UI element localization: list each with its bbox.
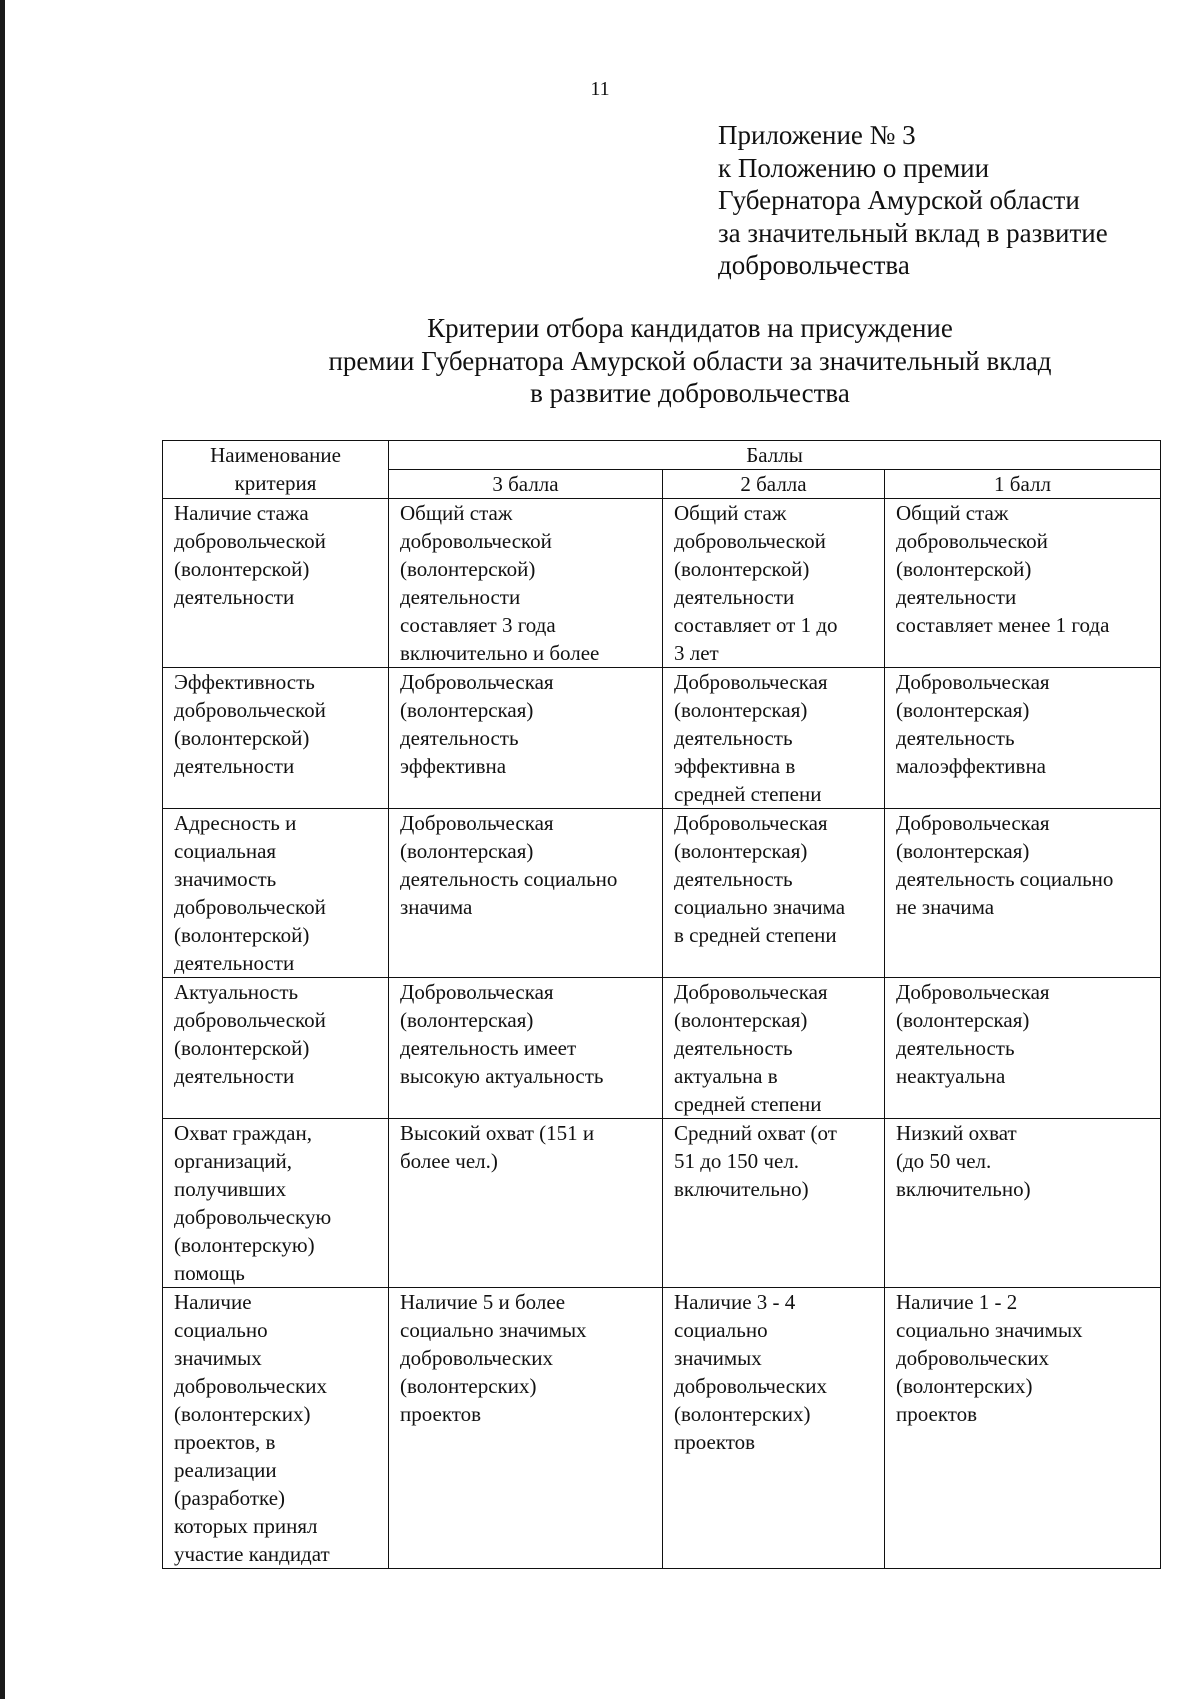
- score-1-cell: Добровольческая (волонтерская) деятельность малоэффективна: [885, 668, 1161, 809]
- score-1-cell: Общий стаж добровольческой (волонтерской) деятельности составляет менее 1 года: [885, 499, 1161, 668]
- score-3-cell: Добровольческая (волонтерская) деятельность имеет высокую актуальность: [389, 978, 663, 1119]
- score-3-cell: Наличие 5 и более социально значимых добровольческих (волонтерских) проектов: [389, 1288, 663, 1569]
- criterion-cell: Актуальность добровольческой (волонтерской) деятельности: [163, 978, 389, 1119]
- title-line: премии Губернатора Амурской области за значительный вклад: [328, 345, 1052, 376]
- score-2-cell: Добровольческая (волонтерская) деятельность эффективна в средней степени: [663, 668, 885, 809]
- score-2-cell: Добровольческая (волонтерская) деятельность актуальна в средней степени: [663, 978, 885, 1119]
- table-row: [163, 499, 1161, 668]
- score-3-cell: Добровольческая (волонтерская) деятельность эффективна: [389, 668, 663, 809]
- score-1-cell: Наличие 1 - 2 социально значимых добровольческих (волонтерских) проектов: [885, 1288, 1161, 1569]
- appendix-line: добровольчества: [718, 250, 910, 280]
- score-1-cell: Добровольческая (волонтерская) деятельность неактуальна: [885, 978, 1161, 1119]
- header-score-1: 1 балл: [885, 470, 1161, 499]
- score-3-cell: Добровольческая (волонтерская) деятельность социально значима: [389, 809, 663, 978]
- score-2-cell: Наличие 3 - 4 социально значимых добровольческих (волонтерских) проектов: [663, 1288, 885, 1569]
- table-row: [163, 978, 1161, 1119]
- page-number: 11: [590, 78, 610, 100]
- criterion-cell: Адресность и социальная значимость добровольческой (волонтерской) деятельности: [163, 809, 389, 978]
- criterion-cell: Наличие социально значимых добровольческих (волонтерских) проектов, в реализации (разработке) которых принял участие кандидат: [163, 1288, 389, 1569]
- scan-edge-border: [0, 0, 5, 1699]
- table-row: [163, 1288, 1161, 1569]
- criterion-cell: Охват граждан, организаций, получивших добровольческую (волонтерскую) помощь: [163, 1119, 389, 1288]
- score-2-cell: Средний охват (от 51 до 150 чел. включительно): [663, 1119, 885, 1288]
- table-header-row: [163, 441, 1161, 470]
- criteria-table: [162, 440, 1161, 1569]
- criterion-cell: Наличие стажа добровольческой (волонтерской) деятельности: [163, 499, 389, 668]
- table-row: [163, 809, 1161, 978]
- criterion-cell: Эффективность добровольческой (волонтерской) деятельности: [163, 668, 389, 809]
- appendix-line: за значительный вклад в развитие: [718, 217, 1108, 248]
- header-score-2: 2 балла: [663, 470, 885, 499]
- score-1-cell: Добровольческая (волонтерская) деятельность социально не значима: [885, 809, 1161, 978]
- header-points: Баллы: [389, 441, 1161, 470]
- appendix-line: к Положению о премии: [718, 152, 990, 183]
- score-2-cell: Добровольческая (волонтерская) деятельность социально значима в средней степени: [663, 809, 885, 978]
- title-line: Критерии отбора кандидатов на присуждение: [427, 313, 953, 343]
- header-criterion: Наименование критерия: [163, 441, 389, 499]
- appendix-line: Приложение № 3: [718, 120, 916, 150]
- title-line: в развитие добровольчества: [530, 378, 850, 408]
- table-row: [163, 668, 1161, 809]
- appendix-reference: [718, 119, 1108, 282]
- score-1-cell: Низкий охват (до 50 чел. включительно): [885, 1119, 1161, 1288]
- score-3-cell: Общий стаж добровольческой (волонтерской) деятельности составляет 3 года включительно и более: [389, 499, 663, 668]
- score-2-cell: Общий стаж добровольческой (волонтерской) деятельности составляет от 1 до 3 лет: [663, 499, 885, 668]
- table-row: [163, 1119, 1161, 1288]
- document-title: [290, 312, 1090, 410]
- header-score-3: 3 балла: [389, 470, 663, 499]
- appendix-line: Губернатора Амурской области: [718, 185, 1080, 215]
- score-3-cell: Высокий охват (151 и более чел.): [389, 1119, 663, 1288]
